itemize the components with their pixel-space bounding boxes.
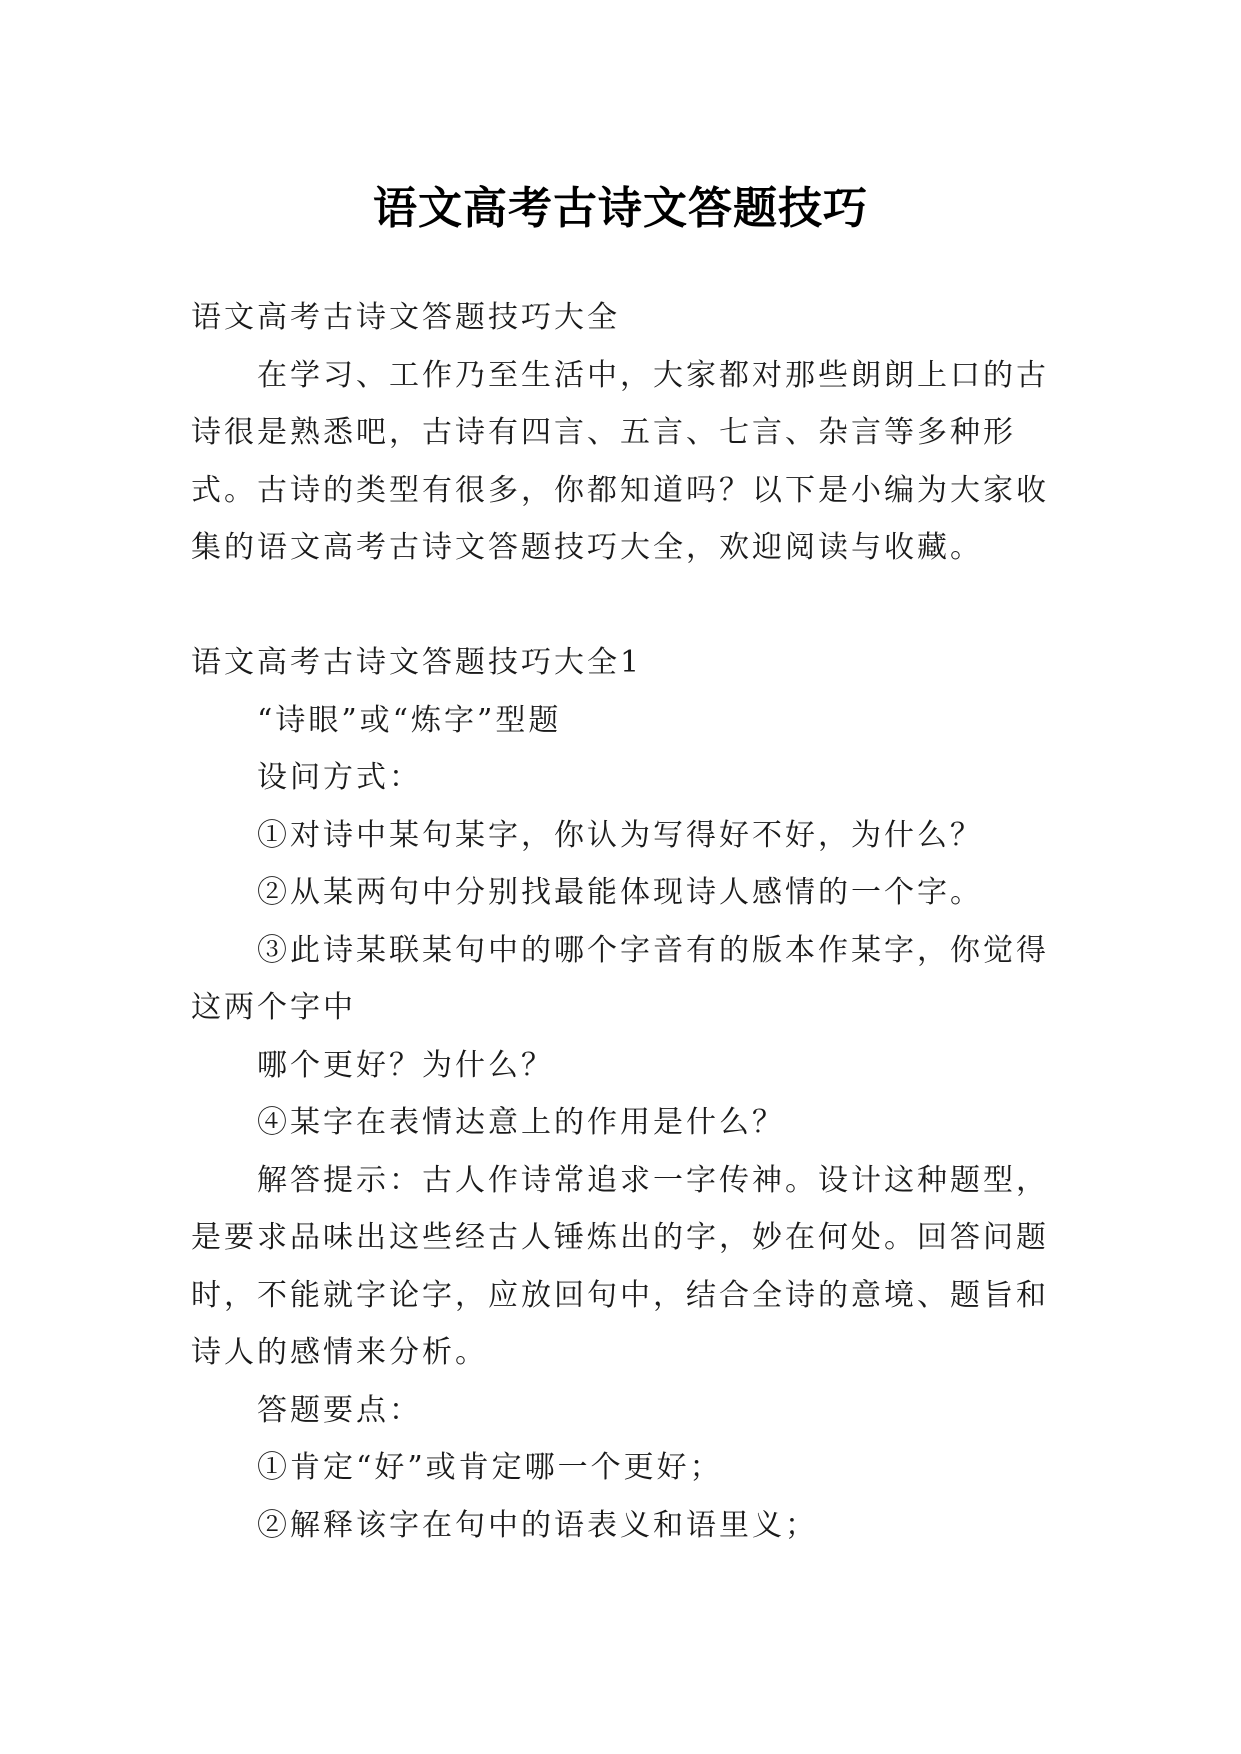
question-item-1: ①对诗中某句某字，你认为写得好不好，为什么？ <box>257 817 983 853</box>
answer-points-label: 答题要点： <box>257 1392 422 1428</box>
question-item-4: ④某字在表情达意上的作用是什么？ <box>257 1105 785 1140</box>
subtitle-paragraph: 语文高考古诗文答题技巧大全 <box>191 300 620 335</box>
answer-hint-paragraph: 解答提示：古人作诗常追求一字传神。设计这种题型，是要求品味出这些经古人锤炼出的字，妙在何处。回答问题时，不能就字论字，应放回句中，结合全诗的意境、题旨和诗人的感情来分析。 <box>191 1162 1049 1370</box>
section-heading: 语文高考古诗文答题技巧大全1 <box>191 645 643 680</box>
question-format-label: 设问方式： <box>257 760 422 795</box>
document-title: 语文高考古诗文答题技巧 <box>373 183 868 235</box>
question-item-3: ③此诗某联某句中的哪个字音有的版本作某字，你觉得这两个字中 <box>191 932 1049 1025</box>
answer-point-2: ②解释该字在句中的语表义和语里义； <box>257 1507 818 1543</box>
question-item-3-continued: 哪个更好？为什么？ <box>257 1047 554 1083</box>
document-body <box>191 289 1056 1554</box>
intro-paragraph: 在学习、工作乃至生活中，大家都对那些朗朗上口的古诗很是熟悉吧，古诗有四言、五言、七言、杂言等多种形式。古诗的类型有很多，你都知道吗？以下是小编为大家收集的语文高考古诗文答题技巧大全，欢迎阅读与收藏。 <box>191 357 1049 565</box>
answer-point-1: ①肯定“好”或肯定哪一个更好； <box>257 1450 723 1485</box>
question-item-2: ②从某两句中分别找最能体现诗人感情的一个字。 <box>257 875 983 910</box>
question-type-heading: “诗眼”或“炼字”型题 <box>257 702 562 738</box>
